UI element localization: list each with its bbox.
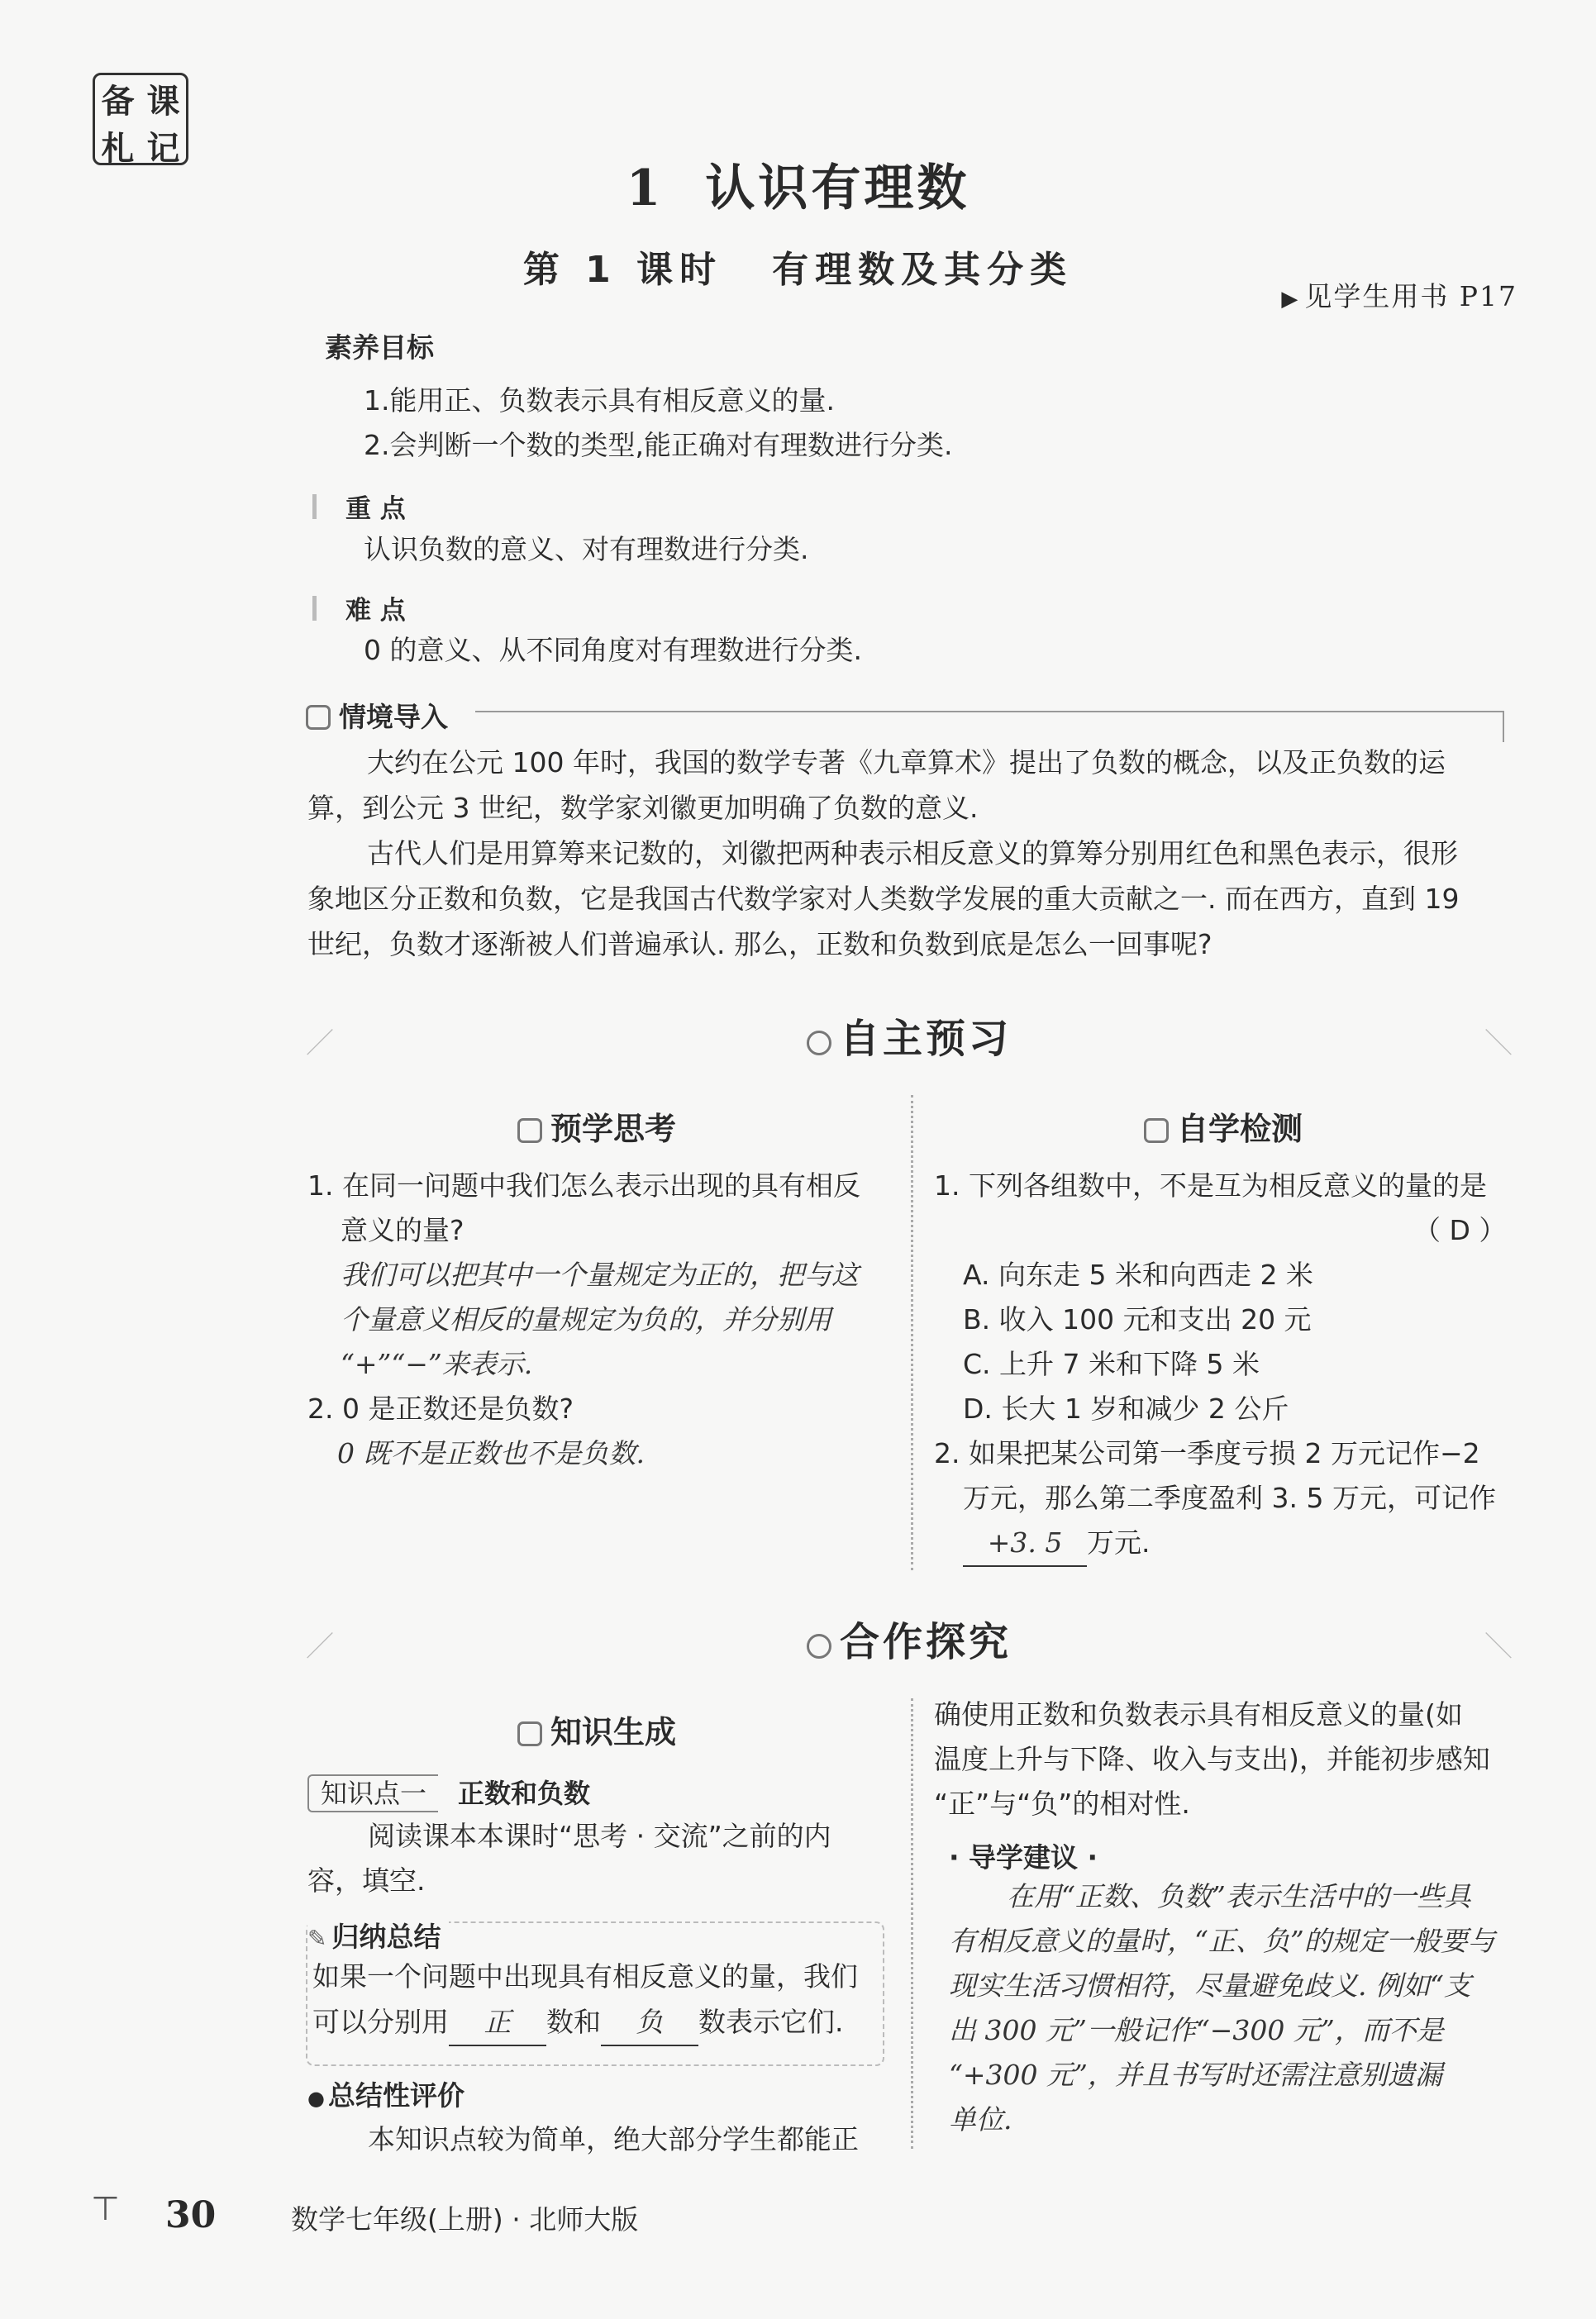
selfcheck-heading [934,1103,1513,1149]
footer-decoration-icon: ⊤ [91,2190,120,2228]
intro-line: 古代人们是用算筹来记数的，刘徽把两种表示相反意义的算筹分别用红色和黑色表示，很形 [367,837,1458,869]
section-title-text: 自主预习 [839,1016,1012,1062]
section-title [306,1610,1513,1667]
answer-blank: 正 [449,2000,546,2046]
badge-char: 课 [146,83,180,121]
option-c: C. 上升 7 米和下降 5 米 [963,1348,1260,1380]
pencil-icon: ✎ [307,1925,327,1952]
read-instruction: 阅读课本本课时“思考 · 交流”之前的内 [368,1820,831,1852]
badge-char: 札 [101,130,135,168]
evaluation-heading-text: 总结性评价 [327,2079,465,2112]
section-banner-preview [306,1000,1513,1066]
slash-decoration-icon: ＼ [1484,1027,1513,1060]
goal-item: 1.能用正、负数表示具有相反意义的量. [364,384,835,417]
knowledge-point-line [307,1773,590,1811]
guide-text: 现实生活习惯相符，尽量避免歧义. 例如“支 [949,1969,1471,2002]
preview-heading-text: 预学思考 [550,1111,676,1147]
difficulty-heading: 难 点 [345,589,406,626]
intro-line: 象地区分正数和负数，它是我国古代数学家对人类数学发展的重大贡献之一. 而在西方，直到 19 [307,883,1460,915]
guide-text: 有相反意义的量时，“正、负”的规定一般要与 [949,1925,1495,1957]
option-b: B. 收入 100 元和支出 20 元 [963,1303,1312,1336]
answer-blank: +3. 5 [963,1521,1087,1567]
evaluation-continued: 温度上升与下降、收入与支出)，并能初步感知 [934,1743,1490,1775]
key-heading: 重 点 [345,488,406,525]
chapter-title-text: 认识有理数 [705,160,970,217]
magnifier-icon [807,1031,831,1055]
evaluation-heading [307,2074,465,2113]
column-divider [911,1698,913,2149]
intro-heading [306,696,448,735]
preview-answer-2: 0 既不是正数也不是负数. [337,1437,645,1469]
preview-question-2: 2. 0 是正数还是负数? [307,1393,574,1425]
evaluation-text: 本知识点较为简单，绝大部分学生都能正 [368,2123,859,2155]
bullet-icon: ● [307,2087,325,2110]
book-icon [517,1721,542,1746]
answer-suffix: 万元. [1087,1526,1151,1559]
intro-line: 大约在公元 100 年时，我国的数学专著《九章算术》提出了负数的概念，以及正负数的运 [367,746,1446,779]
knowledge-heading [307,1707,886,1752]
guide-text: “+300 元”，并且书写时还需注意别遗漏 [949,2059,1442,2091]
intro-line: 算，到公元 3 世纪，数学家刘徽更加明确了负数的意义. [307,792,979,824]
badge-char: 记 [146,130,180,168]
selfcheck-answer-2-line [963,1521,1151,1567]
chapter-title [0,149,1596,220]
goal-item: 2.会判断一个数的类型,能正确对有理数进行分类. [364,429,953,461]
preview-answer-1: 我们可以把其中一个量规定为正的，把与这 [341,1259,859,1291]
summary-text: 如果一个问题中出现具有相反意义的量，我们 [312,1960,858,1993]
difficulty-text: 0 的意义、从不同角度对有理数进行分类. [364,634,862,666]
key-text: 认识负数的意义、对有理数进行分类. [364,533,809,565]
option-d: D. 长大 1 岁和减少 2 公斤 [963,1393,1289,1425]
summary-heading-text: 归纳总结 [331,1921,441,1953]
preview-heading [307,1103,886,1149]
read-instruction: 容，填空. [307,1864,426,1897]
intro-line: 世纪，负数才逐渐被人们普遍承认. 那么，正数和负数到底是怎么一回事呢? [307,928,1212,960]
summary-text: 可以分别用 [312,2006,449,2038]
column-divider [911,1095,913,1570]
guide-text: 在用“正数、负数”表示生活中的一些具 [1007,1880,1471,1912]
section-title [306,1007,1513,1064]
intro-divider [475,711,1504,712]
preview-answer-1: 个量意义相反的量规定为负的，并分别用 [341,1303,831,1336]
guide-text: 出 300 元”一般记作“−300 元”，而不是 [949,2014,1444,2046]
page-number: 30 [165,2194,217,2236]
lesson-title-text: 有理数及其分类 [772,249,1074,291]
summary-text: 数表示它们. [698,2006,844,2038]
scene-icon [306,705,331,730]
answer-blank: 负 [601,2000,698,2046]
selfcheck-heading-text: 自学检测 [1176,1111,1303,1147]
intro-paragraph [307,740,1514,967]
selfcheck-question-2: 2. 如果把某公司第一季度亏损 2 万元记作−2 [934,1437,1480,1469]
book-title: 数学七年级(上册) · 北师大版 [291,2203,639,2236]
badge-char: 备 [101,83,135,121]
lesson-number: 第 1 课时 [522,249,723,291]
intro-divider-end [1503,711,1504,742]
book-icon [517,1118,542,1143]
guide-text: 单位. [949,2103,1012,2136]
option-a: A. 向东走 5 米和向西走 2 米 [963,1259,1313,1291]
section-title-text: 合作探究 [839,1619,1012,1665]
knowledge-point-tag: 知识点一 [307,1774,438,1812]
slash-decoration-icon: ／ [306,1631,334,1664]
evaluation-continued: “正”与“负”的相对性. [934,1788,1190,1820]
magnifier-icon [807,1634,831,1659]
checklist-icon [1144,1118,1169,1143]
slash-decoration-icon: ／ [306,1027,334,1060]
summary-fill-line [312,2000,844,2046]
intro-heading-text: 情境导入 [339,701,448,733]
selfcheck-question-2: 万元，那么第二季度盈利 3. 5 万元，可记作 [963,1482,1496,1514]
summary-text: 数和 [546,2006,601,2038]
knowledge-heading-text: 知识生成 [550,1714,676,1750]
evaluation-continued: 确使用正数和负数表示具有相反意义的量(如 [934,1698,1463,1731]
guide-heading: · 导学建议 · [949,1841,1098,1874]
goals-heading: 素养目标 [325,331,434,364]
chapter-number: 1 [626,160,665,217]
slash-decoration-icon: ＼ [1484,1631,1513,1664]
preview-question-1: 1. 在同一问题中我们怎么表示出现的具有相反 [307,1169,860,1202]
book-reference: ▶ 见学生用书 P17 [1281,275,1517,314]
selfcheck-answer-1: （ D ） [1413,1214,1507,1246]
section-banner-explore [306,1603,1513,1669]
preview-answer-1: “+”“−”来表示. [341,1348,533,1380]
selfcheck-question-1: 1. 下列各组数中，不是互为相反意义的量的是 [934,1169,1487,1202]
preview-question-1: 意义的量? [341,1214,465,1246]
knowledge-point-title: 正数和负数 [458,1778,591,1809]
summary-heading [307,1916,449,1955]
